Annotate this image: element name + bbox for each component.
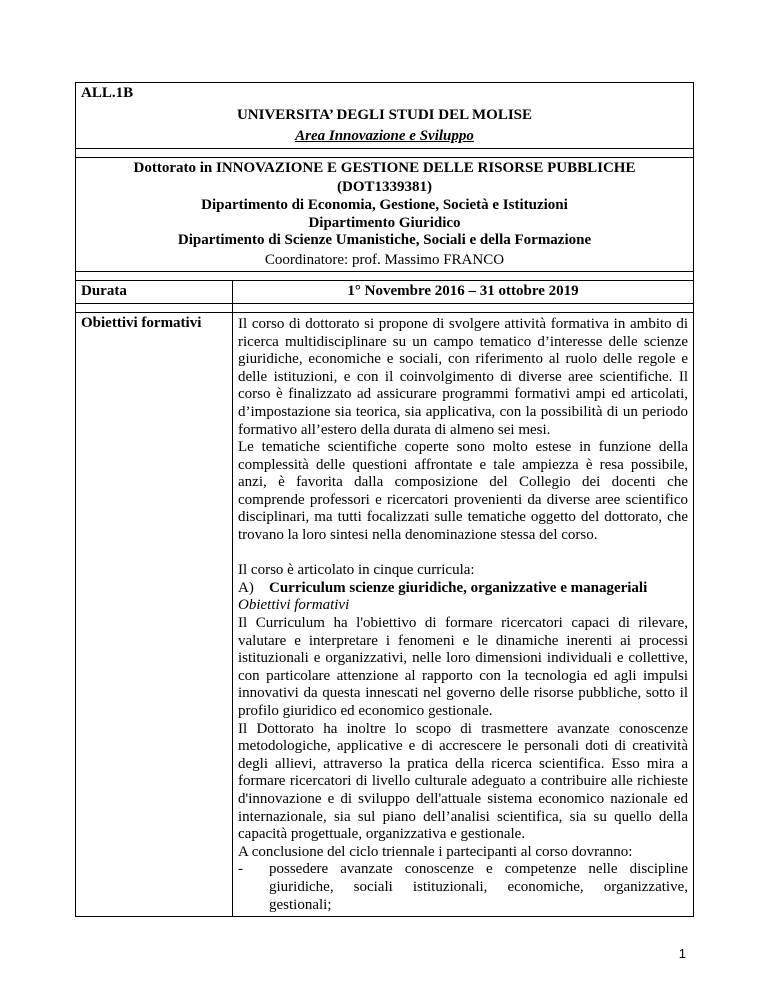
department-2: Dipartimento Giuridico bbox=[308, 214, 461, 231]
spacer-row bbox=[76, 272, 693, 281]
program-row bbox=[76, 158, 693, 273]
durata-value: 1° Novembre 2016 – 31 ottobre 2019 bbox=[347, 283, 579, 300]
program-table bbox=[75, 82, 694, 917]
program-code: (DOT1339381) bbox=[337, 179, 432, 196]
durata-label: Durata bbox=[76, 281, 233, 303]
program-title: Dottorato in INNOVAZIONE E GESTIONE DELLE RISORSE PUBBLICHE bbox=[133, 159, 636, 176]
spacer-row bbox=[76, 149, 693, 158]
department-3: Dipartimento di Scienze Umanistiche, Sociali e della Formazione bbox=[177, 232, 592, 249]
obiettivi-subheading: Obiettivi formativi bbox=[238, 597, 350, 614]
spacer-row bbox=[76, 304, 693, 313]
curriculum-a bbox=[238, 580, 688, 598]
page-number: 1 bbox=[678, 946, 686, 961]
obiettivi-paragraph-1: Il corso di dottorato si propone di svolgere attività formativa in ambito di ricerca multidisciplinare su un campo tematico d’interesse delle scienze giuridiche, economiche e sociali, con riferimento al ruolo delle regole e delle istituzioni, e con il coinvolgimento di diverse aree scientifiche. Il corso è finalizzato ad assicurare programmi formativi ampi ed articolati, d’impostazione sia teorica, sia applicativa, con la possibilità di un periodo formativo all’estero della durata di almeno sei mesi. bbox=[238, 315, 688, 438]
curricula-intro: Il corso è articolato in cinque curricula: bbox=[238, 562, 475, 579]
curriculum-a-title: Curriculum scienze giuridiche, organizzative e manageriali bbox=[269, 579, 648, 596]
curriculum-a-marker: A) bbox=[238, 579, 254, 596]
obiettivi-paragraph-5: A conclusione del ciclo triennale i partecipanti al corso dovranno: bbox=[238, 843, 633, 860]
obiettivi-paragraph-4: Il Dottorato ha inoltre lo scopo di trasmettere avanzate conoscenze metodologiche, applicative e di accrescere le personali doti di creatività degli allievi, attraverso la pratica della ricerca scientifica. Esso mira a formare ricercatori di livello culturale adeguato a contribuire alle richieste d'innovazione e di sviluppo dell'attuale sistema economico nazionale ed internazionale, sia sul piano dell’analisi scientifica, sia su quello della capacità progettuale, organizzativa e gestionale. bbox=[238, 720, 688, 843]
obiettivi-content bbox=[233, 313, 693, 916]
bullet-marker: - bbox=[238, 861, 243, 878]
department-1: Dipartimento di Economia, Gestione, Società e Istituzioni bbox=[201, 196, 568, 213]
header-row bbox=[76, 83, 693, 149]
obiettivi-paragraph-3: Il Curriculum ha l'obiettivo di formare ricercatori capaci di rilevare, valutare e interpretare i fenomeni e le dinamiche inerenti ai processi istituzionali e organizzativi, nelle loro dimensioni individuali e collettive, con particolare attenzione al rapporto con la tecnologia ed agli impulsi innovativi da questa innescati nel governo delle risorse pubbliche, sotto il profilo giuridico ed economico gestionale. bbox=[238, 615, 688, 719]
obiettivi-label: Obiettivi formativi bbox=[76, 313, 233, 916]
coordinator: Coordinatore: prof. Massimo FRANCO bbox=[264, 251, 505, 268]
durata-row bbox=[76, 281, 693, 304]
university-name: UNIVERSITA’ DEGLI STUDI DEL MOLISE bbox=[236, 106, 533, 123]
area-name: Area Innovazione e Sviluppo bbox=[295, 128, 474, 145]
obiettivi-row bbox=[76, 313, 693, 916]
obiettivi-paragraph-2: Le tematiche scientifiche coperte sono molto estese in funzione della complessità delle questioni affrontate e tale ampiezza è resa possibile, anzi, è favorita dalla composizione del Collegio dei docenti che comprende professori e ricercatori provenienti da diverse aree scientifico disciplinari, ma tutti focalizzati sulle tematiche oggetto del dottorato, che trovano la loro sintesi nella denominazione stessa del corso. bbox=[238, 439, 688, 544]
bullet-text: possedere avanzate conoscenze e competenze nelle discipline giuridiche, sociali istituzionali, economiche, organizzative, gestionali; bbox=[269, 861, 688, 913]
allegato-label: ALL.1B bbox=[81, 85, 134, 101]
bullet-item bbox=[238, 861, 688, 914]
